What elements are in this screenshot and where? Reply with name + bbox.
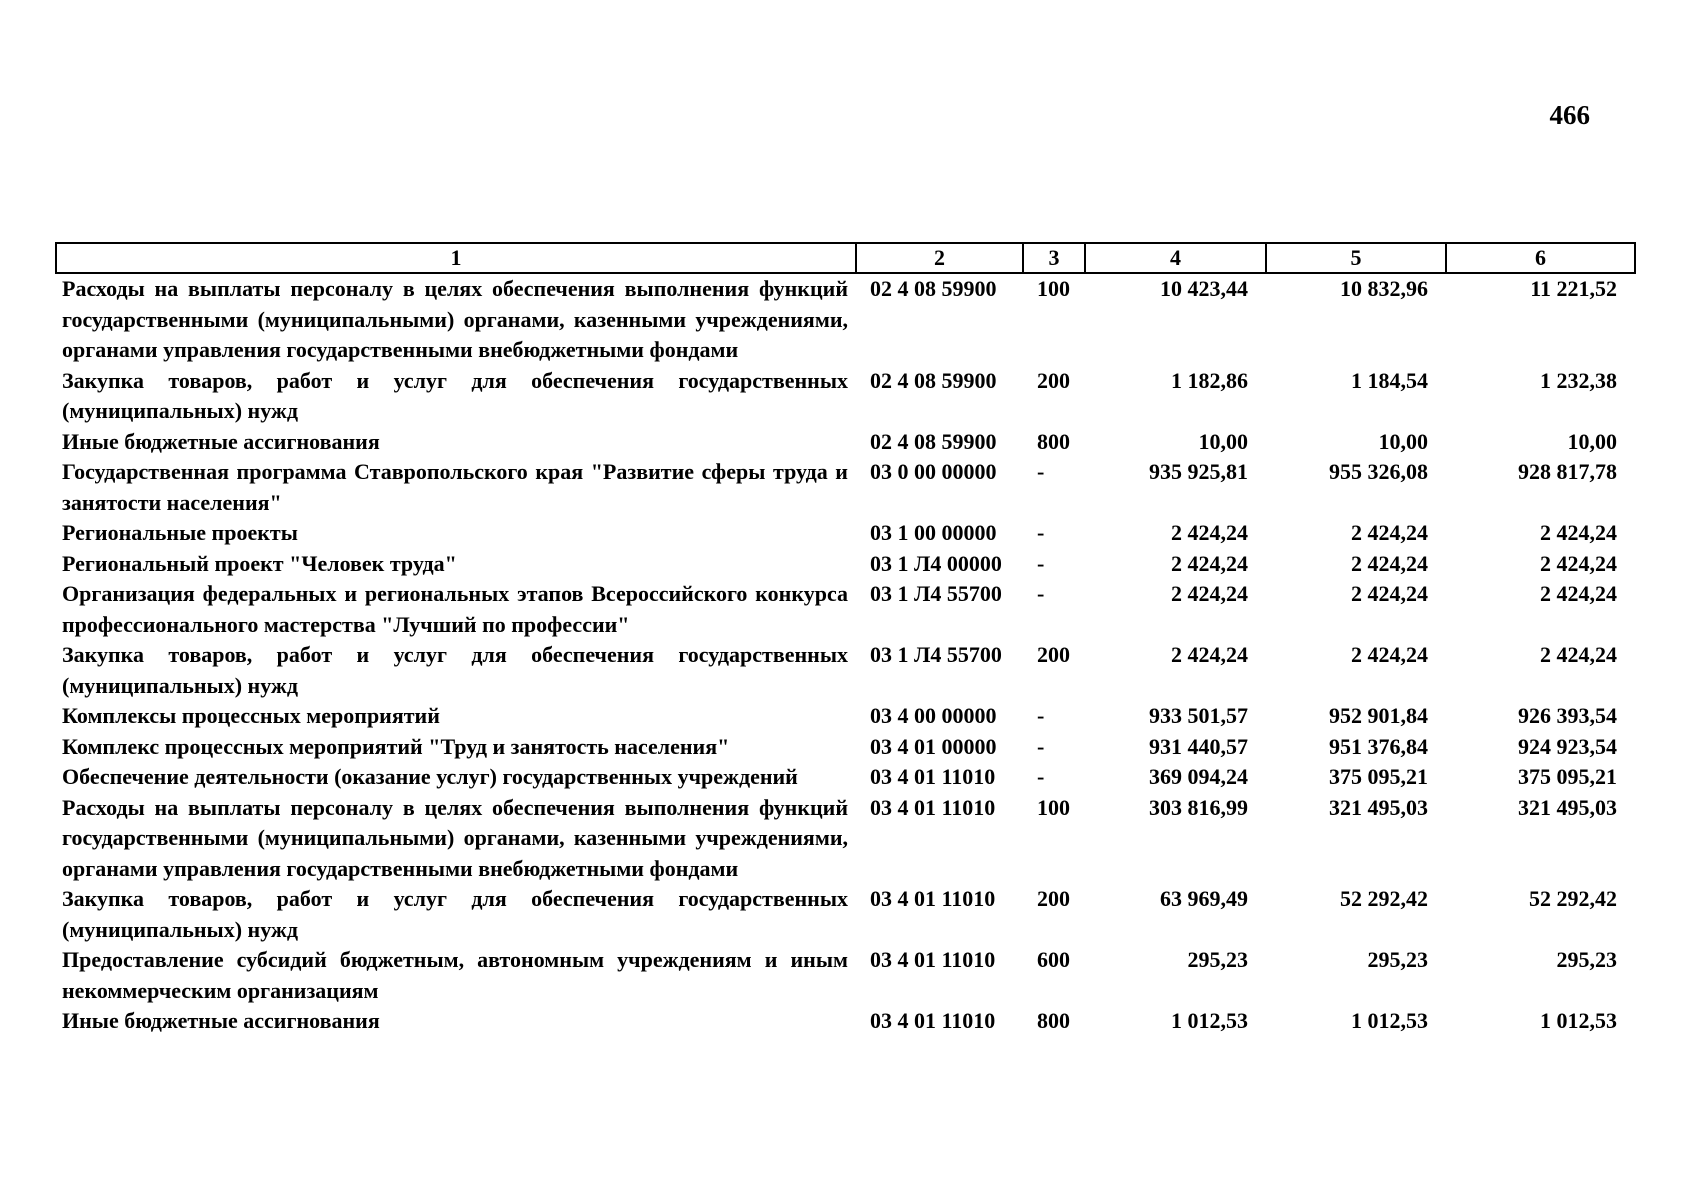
header-col-2: 2 xyxy=(856,243,1023,273)
table-row xyxy=(56,884,1635,945)
row-value-5: 321 495,03 xyxy=(1329,794,1428,820)
row-code: 03 4 01 00000 xyxy=(870,733,997,759)
row-name: Комплексы процессных мероприятий xyxy=(62,703,440,728)
table-row xyxy=(56,549,1635,580)
row-value-6: 375 095,21 xyxy=(1518,764,1617,789)
row-value-4: 63 969,49 xyxy=(1160,886,1248,911)
row-value-6: 321 495,03 xyxy=(1518,794,1617,820)
row-value-4: 10 423,44 xyxy=(1160,276,1248,301)
row-value-6: 928 817,78 xyxy=(1518,459,1617,484)
row-value-4: 1 012,53 xyxy=(1171,1008,1248,1033)
row-value-6: 2 424,24 xyxy=(1540,550,1617,576)
row-name: Региональные проекты xyxy=(62,520,298,545)
row-type: - xyxy=(1037,764,1045,789)
row-name: Закупка товаров, работ и услуг для обеспечения государственных (муниципальных) нужд xyxy=(62,367,848,423)
row-value-5: 52 292,42 xyxy=(1340,886,1428,911)
row-code: 03 1 Л4 55700 xyxy=(870,581,1002,606)
table-row xyxy=(56,273,1635,366)
row-type: - xyxy=(1037,703,1045,728)
row-value-6: 2 424,24 xyxy=(1540,581,1617,606)
row-name: Расходы на выплаты персоналу в целях обеспечения выполнения функций государственными (муниципальными) органами, казенными учреждениями, органами управления государственными внебюджетными фондами xyxy=(62,276,848,362)
budget-table xyxy=(55,242,1636,1037)
row-value-5: 2 424,24 xyxy=(1351,642,1428,667)
row-name: Расходы на выплаты персоналу в целях обеспечения выполнения функций государственными (муниципальными) органами, казенными учреждениями, органами управления государственными внебюджетными фондами xyxy=(62,794,848,881)
row-value-6: 1 012,53 xyxy=(1540,1008,1617,1033)
row-value-4: 931 440,57 xyxy=(1149,733,1248,759)
header-col-4: 4 xyxy=(1085,243,1266,273)
table-body xyxy=(56,273,1635,1037)
table-row xyxy=(56,518,1635,549)
row-value-4: 295,23 xyxy=(1187,947,1248,972)
page-number: 466 xyxy=(1549,100,1590,130)
row-name: Закупка товаров, работ и услуг для обеспечения государственных (муниципальных) нужд xyxy=(62,886,848,942)
row-code: 03 1 Л4 00000 xyxy=(870,550,1002,576)
row-type: 100 xyxy=(1037,276,1070,301)
table-row xyxy=(56,1006,1635,1037)
row-name: Иные бюджетные ассигнования xyxy=(62,428,380,454)
row-code: 03 1 Л4 55700 xyxy=(870,642,1002,667)
row-value-5: 10 832,96 xyxy=(1340,276,1428,301)
row-type: - xyxy=(1037,520,1045,545)
row-value-4: 303 816,99 xyxy=(1149,794,1248,820)
row-type: - xyxy=(1037,550,1045,576)
table-row xyxy=(56,945,1635,1006)
row-value-5: 2 424,24 xyxy=(1351,520,1428,545)
row-type: 100 xyxy=(1037,794,1070,820)
row-value-6: 924 923,54 xyxy=(1518,733,1617,759)
table-row xyxy=(56,762,1635,793)
table-row xyxy=(56,640,1635,701)
row-value-4: 2 424,24 xyxy=(1171,520,1248,545)
row-value-4: 10,00 xyxy=(1198,428,1248,454)
row-name: Региональный проект "Человек труда" xyxy=(62,550,457,576)
row-value-6: 10,00 xyxy=(1567,428,1617,454)
row-value-6: 2 424,24 xyxy=(1540,642,1617,667)
row-name: Предоставление субсидий бюджетным, автономным учреждениям и иным некоммерческим организациям xyxy=(62,947,848,1003)
row-value-6: 52 292,42 xyxy=(1529,886,1617,911)
row-name: Государственная программа Ставропольского края "Развитие сферы труда и занятости населения" xyxy=(62,459,848,515)
row-code: 03 4 01 11010 xyxy=(870,947,996,972)
row-code: 03 4 01 11010 xyxy=(870,886,996,911)
header-col-6: 6 xyxy=(1446,243,1635,273)
row-code: 02 4 08 59900 xyxy=(870,367,997,393)
row-value-5: 1 184,54 xyxy=(1351,367,1428,393)
row-value-4: 2 424,24 xyxy=(1171,550,1248,576)
row-type: 200 xyxy=(1037,886,1070,911)
table-row xyxy=(56,732,1635,763)
header-row xyxy=(56,243,1635,273)
row-value-4: 2 424,24 xyxy=(1171,642,1248,667)
row-type: - xyxy=(1037,581,1045,606)
row-type: 200 xyxy=(1037,642,1070,667)
row-value-5: 951 376,84 xyxy=(1329,733,1428,759)
row-code: 03 4 01 11010 xyxy=(870,764,996,789)
table-row xyxy=(56,366,1635,427)
table-row xyxy=(56,457,1635,518)
row-type: - xyxy=(1037,733,1045,759)
row-name: Обеспечение деятельности (оказание услуг) государственных учреждений xyxy=(62,764,798,789)
row-value-4: 2 424,24 xyxy=(1171,581,1248,606)
row-value-5: 1 012,53 xyxy=(1351,1008,1428,1033)
row-value-6: 1 232,38 xyxy=(1540,367,1617,393)
row-value-5: 2 424,24 xyxy=(1351,550,1428,576)
row-code: 03 0 00 00000 xyxy=(870,459,997,484)
table-row xyxy=(56,701,1635,732)
row-name: Закупка товаров, работ и услуг для обеспечения государственных (муниципальных) нужд xyxy=(62,642,848,698)
row-value-4: 1 182,86 xyxy=(1171,367,1248,393)
row-code: 03 4 00 00000 xyxy=(870,703,997,728)
row-value-4: 935 925,81 xyxy=(1149,459,1248,484)
row-code: 03 4 01 11010 xyxy=(870,794,996,820)
header-col-3: 3 xyxy=(1023,243,1085,273)
row-value-5: 955 326,08 xyxy=(1329,459,1428,484)
row-code: 03 4 01 11010 xyxy=(870,1008,996,1033)
header-col-1: 1 xyxy=(56,243,856,273)
row-value-6: 11 221,52 xyxy=(1530,276,1617,301)
table-row xyxy=(56,427,1635,458)
row-value-6: 2 424,24 xyxy=(1540,520,1617,545)
row-value-6: 926 393,54 xyxy=(1518,703,1617,728)
row-value-4: 369 094,24 xyxy=(1149,764,1248,789)
row-value-5: 2 424,24 xyxy=(1351,581,1428,606)
row-type: 800 xyxy=(1037,428,1070,454)
row-value-6: 295,23 xyxy=(1556,947,1617,972)
header-col-5: 5 xyxy=(1266,243,1446,273)
row-value-5: 10,00 xyxy=(1378,428,1428,454)
table-row xyxy=(56,793,1635,885)
row-value-5: 295,23 xyxy=(1367,947,1428,972)
row-code: 03 1 00 00000 xyxy=(870,520,997,545)
row-name: Комплекс процессных мероприятий "Труд и занятость населения" xyxy=(62,733,730,759)
row-name: Иные бюджетные ассигнования xyxy=(62,1008,380,1033)
row-type: 200 xyxy=(1037,367,1070,393)
row-value-5: 952 901,84 xyxy=(1329,703,1428,728)
row-name: Организация федеральных и региональных этапов Всероссийского конкурса профессионального мастерства "Лучший по профессии" xyxy=(62,581,848,637)
row-type: - xyxy=(1037,459,1045,484)
table-row xyxy=(56,579,1635,640)
row-code: 02 4 08 59900 xyxy=(870,276,997,301)
row-value-5: 375 095,21 xyxy=(1329,764,1428,789)
table-header xyxy=(56,243,1635,273)
row-code: 02 4 08 59900 xyxy=(870,428,997,454)
row-type: 800 xyxy=(1037,1008,1070,1033)
row-type: 600 xyxy=(1037,947,1070,972)
row-value-4: 933 501,57 xyxy=(1149,703,1248,728)
